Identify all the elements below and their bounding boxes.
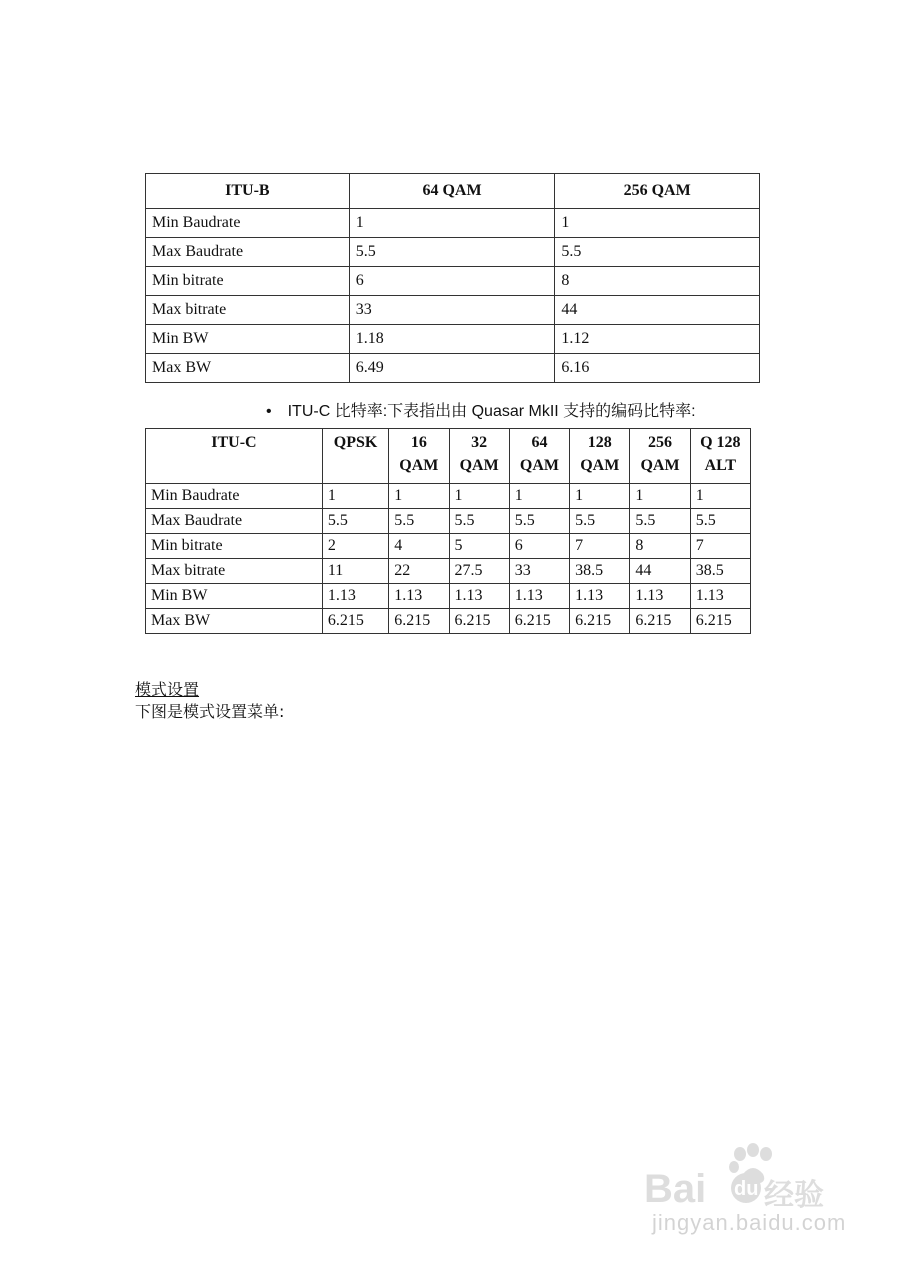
svg-text:du: du bbox=[734, 1178, 759, 1200]
table-row bbox=[146, 584, 751, 609]
column-header-line: QAM bbox=[519, 457, 559, 474]
column-header: 64 QAM bbox=[349, 174, 555, 209]
row-label: Max BW bbox=[146, 354, 350, 383]
row-label: Min bitrate bbox=[146, 534, 323, 559]
table-cell: 1.13 bbox=[509, 584, 569, 609]
table-cell: 1.13 bbox=[449, 584, 509, 609]
column-header-line: Q 128 bbox=[700, 434, 741, 451]
table-cell: 8 bbox=[630, 534, 690, 559]
row-label: Min BW bbox=[146, 325, 350, 354]
table-cell: 5.5 bbox=[322, 509, 388, 534]
section-title: 模式设置 bbox=[135, 680, 200, 699]
table-cell: 5.5 bbox=[555, 238, 760, 267]
column-header bbox=[449, 429, 509, 484]
column-header bbox=[570, 429, 630, 484]
table-cell: 1.13 bbox=[389, 584, 449, 609]
column-header-line: ALT bbox=[704, 457, 737, 474]
table-cell: 1 bbox=[349, 209, 555, 238]
table-cell: 11 bbox=[322, 559, 388, 584]
column-header-line: 256 bbox=[648, 434, 673, 451]
column-header-line: 16 bbox=[410, 434, 427, 451]
table-header-row bbox=[146, 174, 760, 209]
table-cell: 1 bbox=[449, 484, 509, 509]
column-header-line: ITU-C bbox=[211, 434, 257, 451]
table-cell: 1.18 bbox=[349, 325, 555, 354]
column-header-line: 64 bbox=[531, 434, 548, 451]
table-row bbox=[146, 559, 751, 584]
table-row bbox=[146, 534, 751, 559]
table-cell: 5.5 bbox=[630, 509, 690, 534]
table-cell: 5.5 bbox=[449, 509, 509, 534]
table-cell: 1.13 bbox=[630, 584, 690, 609]
table-row bbox=[146, 267, 760, 296]
table-cell: 1 bbox=[555, 209, 760, 238]
table-row bbox=[146, 238, 760, 267]
column-header bbox=[389, 429, 449, 484]
table-cell: 5 bbox=[449, 534, 509, 559]
row-label: Min Baudrate bbox=[146, 209, 350, 238]
column-header bbox=[322, 429, 388, 484]
table-cell: 1 bbox=[630, 484, 690, 509]
table-row bbox=[146, 296, 760, 325]
table-cell: 5.5 bbox=[349, 238, 555, 267]
table-cell: 7 bbox=[570, 534, 630, 559]
row-label: Max bitrate bbox=[146, 296, 350, 325]
table-cell: 1.13 bbox=[570, 584, 630, 609]
table-cell: 6.215 bbox=[570, 609, 630, 634]
table-cell: 6.215 bbox=[630, 609, 690, 634]
table-cell: 5.5 bbox=[509, 509, 569, 534]
column-header-line: QPSK bbox=[333, 434, 378, 451]
table-cell: 38.5 bbox=[690, 559, 750, 584]
table-cell: 4 bbox=[389, 534, 449, 559]
table-cell: 5.5 bbox=[570, 509, 630, 534]
table-cell: 8 bbox=[555, 267, 760, 296]
table-cell: 7 bbox=[690, 534, 750, 559]
table-row bbox=[146, 609, 751, 634]
column-header bbox=[509, 429, 569, 484]
table-cell: 6.49 bbox=[349, 354, 555, 383]
row-label: Min bitrate bbox=[146, 267, 350, 296]
table-cell: 6.215 bbox=[690, 609, 750, 634]
table-cell: 1 bbox=[389, 484, 449, 509]
column-header: ITU-B bbox=[146, 174, 350, 209]
itu-b-table bbox=[145, 173, 760, 383]
table-cell: 1 bbox=[570, 484, 630, 509]
table-cell: 2 bbox=[322, 534, 388, 559]
table-cell: 6.215 bbox=[509, 609, 569, 634]
table-cell: 5.5 bbox=[389, 509, 449, 534]
table-cell: 1.12 bbox=[555, 325, 760, 354]
column-header-line: QAM bbox=[640, 457, 680, 474]
row-label: Max BW bbox=[146, 609, 323, 634]
bullet-text: ITU-C 比特率:下表指出由 Quasar MkII 支持的编码比特率: bbox=[287, 403, 696, 420]
table-cell: 6.215 bbox=[322, 609, 388, 634]
table-row bbox=[146, 209, 760, 238]
column-header-line: 128 bbox=[587, 434, 612, 451]
table-cell: 38.5 bbox=[570, 559, 630, 584]
baidu-logo-icon bbox=[640, 1140, 860, 1210]
column-header bbox=[630, 429, 690, 484]
baidu-jingyan-watermark bbox=[640, 1140, 860, 1250]
itu-c-table bbox=[145, 428, 751, 634]
table-cell: 5.5 bbox=[690, 509, 750, 534]
table-row bbox=[146, 325, 760, 354]
bullet-icon: • bbox=[266, 403, 272, 420]
table-cell: 6 bbox=[349, 267, 555, 296]
column-header: 256 QAM bbox=[555, 174, 760, 209]
section-description: 下图是模式设置菜单: bbox=[135, 702, 285, 721]
bullet-item bbox=[266, 398, 696, 421]
watermark-brand: 经验 bbox=[764, 1178, 824, 1213]
table-row bbox=[146, 509, 751, 534]
table-header-row bbox=[146, 429, 751, 484]
table-cell: 22 bbox=[389, 559, 449, 584]
column-header bbox=[690, 429, 750, 484]
row-label: Max Baudrate bbox=[146, 238, 350, 267]
column-header-line: QAM bbox=[580, 457, 620, 474]
table-cell: 1.13 bbox=[322, 584, 388, 609]
column-header-line: 32 bbox=[471, 434, 488, 451]
table-cell: 6.215 bbox=[389, 609, 449, 634]
table-cell: 33 bbox=[509, 559, 569, 584]
column-header bbox=[146, 429, 323, 484]
table-row bbox=[146, 484, 751, 509]
table-cell: 6 bbox=[509, 534, 569, 559]
column-header-line: QAM bbox=[459, 457, 499, 474]
table-row bbox=[146, 354, 760, 383]
table-cell: 1 bbox=[509, 484, 569, 509]
table-cell: 44 bbox=[630, 559, 690, 584]
watermark-url: jingyan.baidu.com bbox=[652, 1210, 847, 1235]
table-cell: 1 bbox=[690, 484, 750, 509]
column-header-line: QAM bbox=[399, 457, 439, 474]
svg-text:Bai: Bai bbox=[644, 1167, 707, 1210]
table-cell: 1.13 bbox=[690, 584, 750, 609]
table-cell: 33 bbox=[349, 296, 555, 325]
table-cell: 1 bbox=[322, 484, 388, 509]
table-cell: 6.16 bbox=[555, 354, 760, 383]
row-label: Min Baudrate bbox=[146, 484, 323, 509]
row-label: Max bitrate bbox=[146, 559, 323, 584]
table-cell: 6.215 bbox=[449, 609, 509, 634]
row-label: Min BW bbox=[146, 584, 323, 609]
table-cell: 44 bbox=[555, 296, 760, 325]
table-cell: 27.5 bbox=[449, 559, 509, 584]
row-label: Max Baudrate bbox=[146, 509, 323, 534]
